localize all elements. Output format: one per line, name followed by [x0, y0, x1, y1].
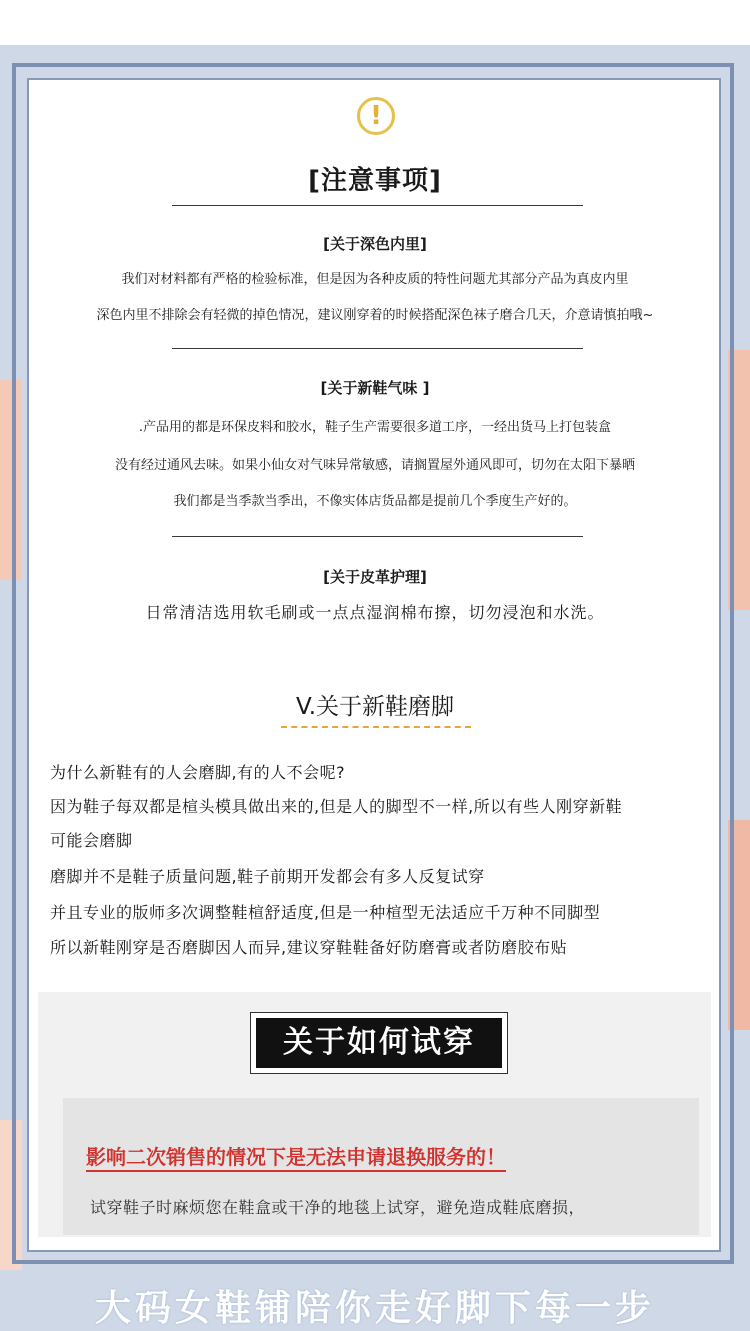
section-heading-leather-care: [关于皮革护理] — [323, 568, 427, 586]
exclamation-circle-icon: ! — [357, 97, 395, 135]
blister-text-line: 为什么新鞋有的人会磨脚,有的人不会呢? — [50, 763, 346, 782]
blister-text-line: 磨脚并不是鞋子质量问题,鞋子前期开发都会有多人反复试穿 — [50, 867, 485, 886]
blister-text-line: 所以新鞋刚穿是否磨脚因人而异,建议穿鞋鞋备好防磨膏或者防磨胶布贴 — [50, 938, 568, 957]
top-margin — [0, 0, 750, 45]
section-text-line: 我们都是当季款当季出，不像实体店货品都是提前几个季度生产好的。 — [173, 494, 577, 509]
divider — [172, 348, 583, 349]
section-text-line: .产品用的都是环保皮料和胶水，鞋子生产需要很多道工序，一经出货马上打包装盒 — [138, 420, 612, 435]
blister-text-line: 因为鞋子每双都是楦头模具做出来的,但是人的脚型不一样,所以有些人刚穿新鞋 — [50, 797, 623, 816]
section-text-line: 深色内里不排除会有轻微的掉色情况，建议刚穿着的时候搭配深色袜子磨合几天，介意请慎拍哦~ — [96, 308, 654, 323]
footer-slogan: 大码女鞋铺陪你走好脚下每一步 — [94, 1288, 655, 1329]
blister-text-line: 并且专业的版师多次调整鞋楦舒适度,但是一种楦型无法适应千万种不同脚型 — [50, 903, 601, 922]
blister-heading: V.关于新鞋磨脚 — [295, 694, 455, 720]
page-title: [注意事项] — [308, 166, 442, 196]
section-text-line: 日常清洁选用软毛刷或一点点湿润棉布擦，切勿浸泡和水洗。 — [145, 603, 605, 622]
section-text-line: 我们对材料都有严格的检验标准，但是因为各种皮质的特性问题尤其部分产品为真皮内里 — [121, 272, 629, 287]
section-heading-dark-lining: [关于深色内里] — [323, 235, 427, 253]
section-text-line: 没有经过通风去味。如果小仙女对气味异常敏感，请搁置屋外通风即可，切勿在太阳下暴晒 — [114, 458, 635, 473]
section-heading-new-shoe-smell: [关于新鞋气味 ] — [320, 379, 430, 397]
tryon-title: 关于如何试穿 — [256, 1018, 502, 1068]
divider — [172, 205, 583, 206]
blister-text-line: 可能会磨脚 — [50, 831, 133, 850]
return-policy-warning: 影响二次销售的情况下是无法申请退换服务的！ — [86, 1145, 506, 1169]
divider — [172, 536, 583, 537]
tryon-tip: 试穿鞋子时麻烦您在鞋盒或干净的地毯上试穿，避免造成鞋底磨损， — [90, 1198, 586, 1217]
heading-underline — [281, 726, 471, 728]
